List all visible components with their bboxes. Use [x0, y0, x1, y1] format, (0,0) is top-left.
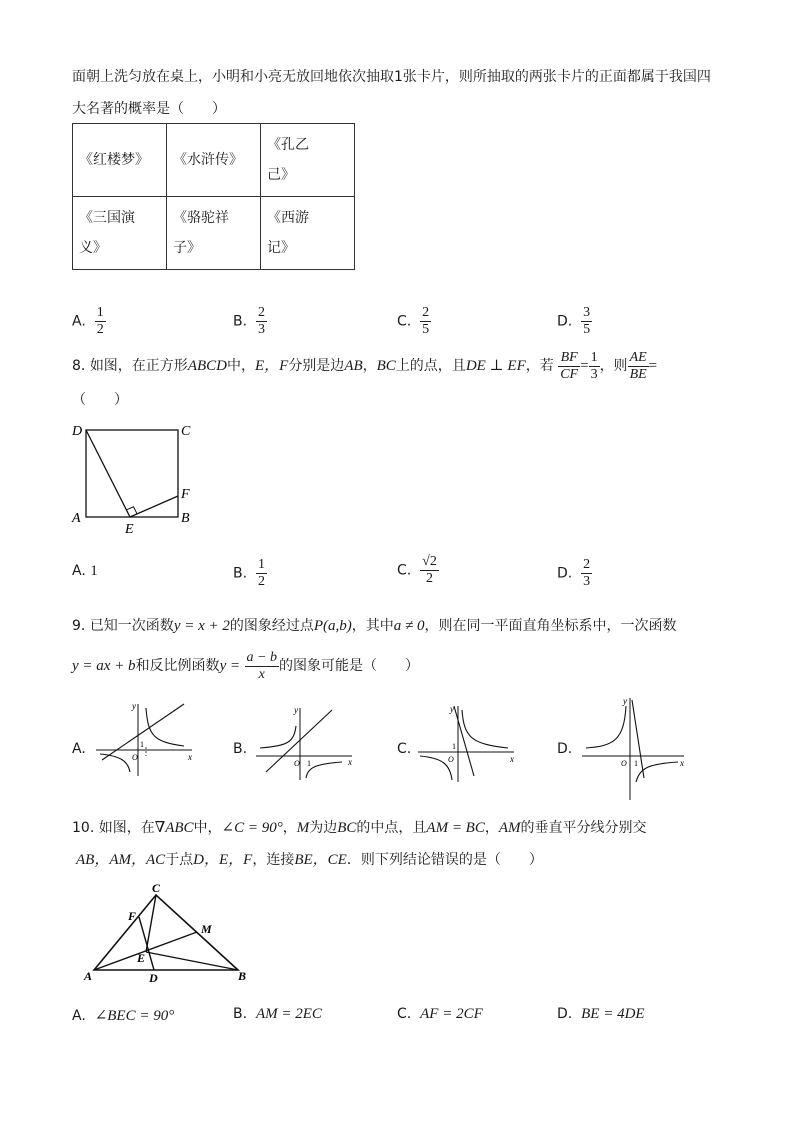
- denominator: 5: [583, 322, 591, 337]
- math: =: [648, 358, 658, 374]
- q7-option-b[interactable]: [233, 305, 267, 338]
- q9-graph-c[interactable]: [414, 702, 518, 784]
- text: 于点: [165, 852, 194, 868]
- q8-square-figure: [64, 418, 204, 538]
- math: ∠C = 90°: [221, 820, 283, 836]
- table-cell: 《西游 记》: [261, 197, 355, 270]
- hyperbola-branch: [260, 726, 296, 748]
- q7-line2: 大名著的概率是（ ）: [72, 101, 226, 117]
- q7-option-d[interactable]: [557, 305, 592, 338]
- fraction: [245, 650, 279, 683]
- label-e: E: [137, 951, 146, 965]
- q8-option-b[interactable]: [233, 557, 267, 590]
- text: ．则下列结论错误的是（ ）: [346, 852, 543, 868]
- hyperbola-branch: [146, 708, 184, 746]
- q7-books-table: [72, 123, 355, 270]
- table-cell: 《孔乙 己》: [261, 124, 355, 197]
- math: =: [580, 358, 589, 374]
- denominator: BE: [629, 366, 647, 382]
- math: y =: [219, 658, 241, 674]
- question-number: 8.: [72, 358, 86, 374]
- segment-de: [86, 430, 130, 517]
- table-cell: 《三国演 义》: [73, 197, 167, 270]
- math: ∇ABC: [154, 820, 194, 836]
- math: AM: [498, 820, 521, 836]
- denominator: x: [258, 666, 265, 682]
- option-letter: D.: [557, 565, 573, 582]
- fraction: [420, 305, 431, 338]
- text: 上的点，且: [395, 358, 466, 374]
- x-label: x: [188, 752, 192, 762]
- option-letter: B.: [233, 565, 248, 582]
- label-f: F: [128, 909, 137, 923]
- option-letter: C.: [397, 562, 412, 579]
- question-number: 10.: [72, 820, 95, 836]
- label-d: D: [149, 971, 158, 985]
- math: M: [296, 820, 310, 836]
- option-letter: D.: [557, 1006, 573, 1022]
- text: 如图，在: [98, 820, 155, 836]
- math: ABCD: [187, 358, 227, 374]
- math: AM = BC: [426, 820, 485, 836]
- label-m: M: [201, 922, 212, 936]
- label-c: C: [152, 881, 161, 895]
- option-letter: A.: [72, 313, 86, 330]
- q8-line2: （ ）: [72, 392, 128, 408]
- origin-label: O: [132, 753, 138, 762]
- y-label: y: [450, 704, 454, 714]
- segment-ce: [146, 895, 156, 952]
- option-letter: A.: [72, 563, 86, 579]
- denominator: CF: [560, 366, 579, 382]
- numerator: √2: [422, 554, 437, 569]
- label-b: B: [238, 969, 247, 983]
- text: 的图象可能是（ ）: [279, 658, 419, 674]
- math: DE ⊥ EF: [465, 358, 526, 374]
- square-abcd: [86, 430, 178, 517]
- tick-label: 1: [307, 759, 311, 768]
- triangle-abc: [94, 895, 238, 970]
- q8-option-d[interactable]: [557, 557, 592, 590]
- math: BE，CE: [294, 852, 347, 868]
- option-value: 1: [90, 563, 98, 579]
- q9-graph-b[interactable]: [252, 702, 356, 782]
- option-value: AF = 2CF: [420, 1006, 483, 1022]
- fraction: [581, 305, 592, 338]
- q9-graph-a[interactable]: [92, 700, 196, 780]
- segment-be: [146, 952, 238, 970]
- numerator: AE: [629, 349, 647, 365]
- text: ，则在同一平面直角坐标系中，一次函数: [424, 618, 677, 634]
- tick-label: 1: [634, 759, 638, 768]
- option-letter: D.: [557, 313, 573, 330]
- table-cell: 《红楼梦》: [73, 124, 167, 197]
- hyperbola-branch: [462, 710, 508, 748]
- q7-option-c[interactable]: [397, 305, 431, 338]
- text: 已知一次函数: [89, 618, 174, 634]
- text: ，若: [525, 358, 554, 374]
- text: 分别是边: [288, 358, 345, 374]
- q10-line1: [72, 818, 647, 838]
- denominator: 2: [96, 322, 104, 337]
- fraction: [589, 350, 600, 383]
- math: E，F: [254, 358, 289, 374]
- q8-option-c[interactable]: [397, 554, 439, 587]
- text: 如图，在正方形: [89, 358, 188, 374]
- table-cell: 《骆驼祥 子》: [167, 197, 261, 270]
- hyperbola-branch: [100, 754, 130, 772]
- text: ，则: [599, 358, 628, 374]
- numerator: 1: [96, 305, 104, 320]
- option-value: AM = 2EC: [255, 1006, 322, 1022]
- q9-line2: [72, 648, 419, 684]
- table-row: [73, 124, 355, 197]
- tick-label: 1: [140, 740, 144, 749]
- q10-option-d[interactable]: [557, 1006, 645, 1023]
- q9-option-b-label[interactable]: B.: [233, 741, 248, 757]
- q7-option-a[interactable]: [72, 305, 106, 338]
- label-e: E: [125, 522, 134, 537]
- q10-triangle-figure: [82, 880, 262, 986]
- option-letter: B.: [233, 1006, 248, 1022]
- denominator: 2: [425, 571, 433, 586]
- math: BC: [376, 358, 396, 374]
- numerator: BF: [558, 350, 580, 367]
- denominator: 3: [257, 322, 265, 337]
- table-row: [73, 197, 355, 270]
- hyperbola-branch: [586, 706, 626, 748]
- numerator: 2: [583, 557, 591, 572]
- origin-label: O: [294, 759, 300, 768]
- q9-option-c-label[interactable]: C.: [397, 741, 412, 757]
- q8-line1: [72, 348, 657, 384]
- text: 的中点，且: [356, 820, 427, 836]
- option-value: ∠BEC = 90°: [94, 1008, 175, 1024]
- option-letter: C.: [397, 1006, 412, 1022]
- linear-line: [102, 704, 184, 760]
- q8-option-a[interactable]: [72, 563, 98, 580]
- numerator: 1: [590, 349, 598, 365]
- text: 的垂直平分线分别交: [520, 820, 647, 836]
- option-letter: C.: [397, 313, 412, 330]
- option-letter: B.: [233, 313, 248, 330]
- fraction: [420, 554, 439, 587]
- q10-option-c[interactable]: [397, 1006, 483, 1023]
- numerator: 2: [257, 305, 265, 320]
- text: 中，: [226, 358, 255, 374]
- q9-graph-d[interactable]: [578, 694, 688, 804]
- numerator: 2: [422, 305, 430, 320]
- fraction: [256, 557, 267, 590]
- x-label: x: [680, 758, 684, 768]
- denominator: 3: [583, 574, 591, 589]
- q10-option-b[interactable]: [233, 1006, 322, 1023]
- text: 为边: [309, 820, 338, 836]
- label-b: B: [181, 511, 190, 526]
- fraction: [628, 350, 649, 383]
- text: ，: [484, 820, 499, 836]
- q10-line2: [76, 850, 543, 870]
- option-letter: A.: [72, 1008, 86, 1024]
- label-c: C: [181, 424, 191, 439]
- numerator: 3: [583, 305, 591, 320]
- q9-option-d-label[interactable]: D.: [557, 741, 573, 757]
- math: AB，AM，AC: [76, 852, 166, 868]
- label-a: A: [72, 511, 81, 526]
- fraction: [95, 305, 106, 338]
- x-label: x: [510, 754, 514, 764]
- denominator: 5: [422, 322, 430, 337]
- text: ，其中: [351, 618, 394, 634]
- x-label: x: [348, 757, 352, 767]
- math: y = x + 2: [173, 618, 230, 634]
- q10-option-a[interactable]: [72, 1006, 174, 1025]
- text: 中，: [193, 820, 222, 836]
- math: BC: [337, 820, 357, 836]
- y-label: y: [132, 701, 136, 711]
- q9-option-a-label[interactable]: A.: [72, 741, 86, 757]
- option-value: BE = 4DE: [581, 1006, 645, 1022]
- origin-label: O: [448, 755, 454, 764]
- text: 的图象经过点: [229, 618, 314, 634]
- math: AB: [344, 358, 363, 374]
- fraction: [256, 305, 267, 338]
- table-cell: 《水浒传》: [167, 124, 261, 197]
- math: y = ax + b: [72, 658, 136, 674]
- hyperbola-branch: [306, 762, 342, 778]
- numerator: a − b: [246, 649, 277, 665]
- math: D，E，F: [193, 852, 253, 868]
- math: P(a,b): [313, 618, 352, 634]
- linear-line: [454, 706, 474, 776]
- label-f: F: [181, 487, 190, 502]
- fraction: [558, 350, 580, 383]
- y-label: y: [623, 696, 627, 706]
- q9-line1: [72, 616, 677, 636]
- q7-line1: 面朝上洗匀放在桌上，小明和小亮无放回地依次抽取1张卡片，则所抽取的两张卡片的正面都属于我国四: [72, 69, 711, 85]
- text: ，: [282, 820, 297, 836]
- question-number: 9.: [72, 618, 86, 634]
- segment-ef: [130, 496, 178, 517]
- numerator: 1: [257, 557, 265, 572]
- label-d: D: [72, 424, 83, 439]
- denominator: 2: [257, 574, 265, 589]
- text: 和反比例函数: [135, 658, 220, 674]
- origin-label: O: [621, 759, 627, 768]
- text: ，连接: [252, 852, 295, 868]
- fraction: [581, 557, 592, 590]
- denominator: 3: [590, 366, 598, 382]
- y-label: y: [294, 705, 298, 715]
- tick-label: 1: [452, 742, 456, 751]
- math: a ≠ 0: [393, 618, 425, 634]
- text: ，: [362, 358, 377, 374]
- label-a: A: [84, 969, 93, 983]
